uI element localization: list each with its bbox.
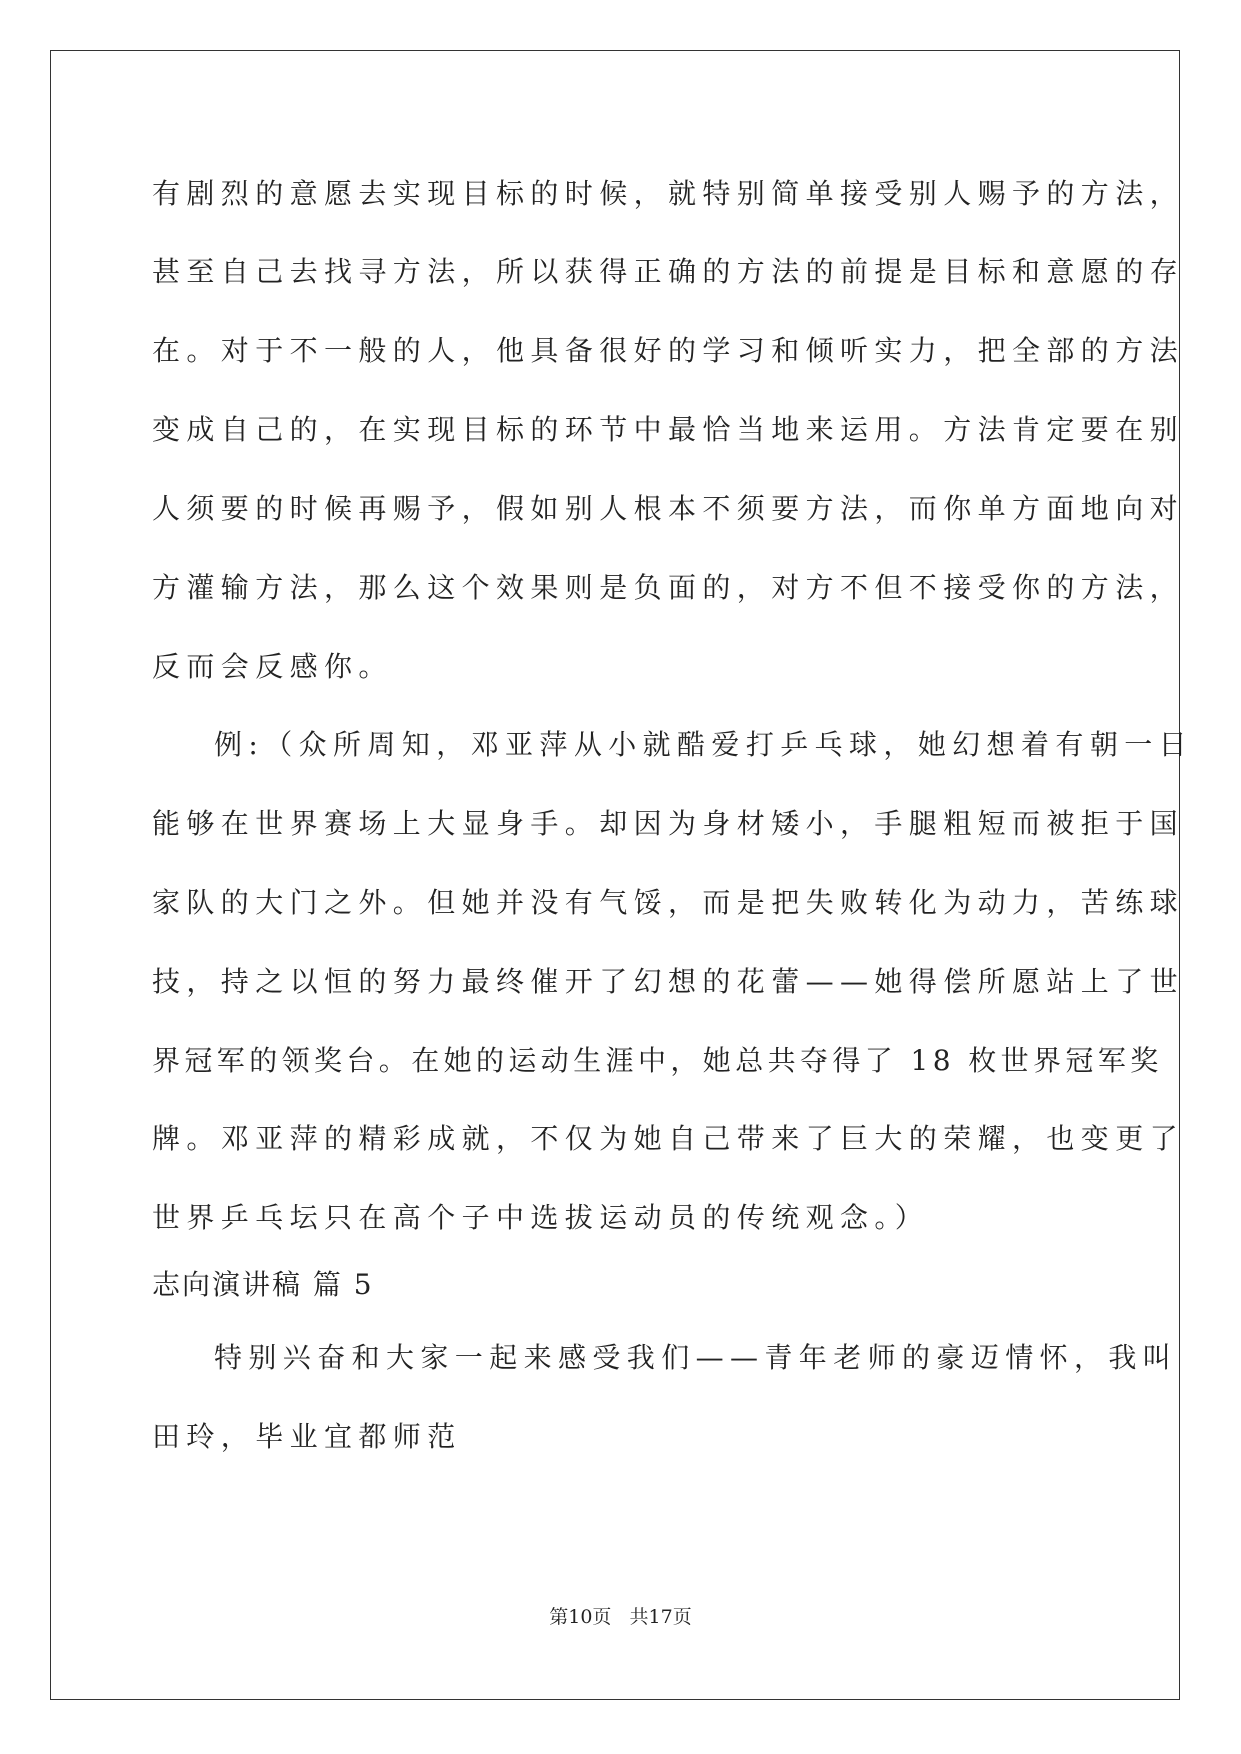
example-line-4: 技，持之以恒的努力最终催开了幻想的花蕾——她得偿所愿站上了世 xyxy=(152,965,1185,998)
body-line-2: 甚至自己去找寻方法，所以获得正确的方法的前提是目标和意愿的存 xyxy=(152,255,1185,288)
body-line-3: 在。对于不一般的人，他具备很好的学习和倾听实力，把全部的方法 xyxy=(152,334,1185,367)
example-line-1: 例:（众所周知，邓亚萍从小就酷爱打乒乓球，她幻想着有朝一日 xyxy=(214,728,1194,761)
section-heading: 志向演讲稿 篇 5 xyxy=(152,1268,374,1301)
example-line-6: 牌。邓亚萍的精彩成就，不仅为她自己带来了巨大的荣耀，也变更了 xyxy=(152,1122,1185,1155)
example-line-7: 世界乒乓坛只在高个子中选拔运动员的传统观念。） xyxy=(152,1201,930,1234)
speech-line-1: 特别兴奋和大家一起来感受我们——青年老师的豪迈情怀，我叫 xyxy=(214,1341,1178,1374)
page-footer: 第10页 共17页 xyxy=(549,1606,692,1628)
body-line-7: 反而会反感你。 xyxy=(152,650,393,683)
body-line-1: 有剧烈的意愿去实现目标的时候，就特别简单接受别人赐予的方法， xyxy=(152,177,1185,210)
body-line-4: 变成自己的，在实现目标的环节中最恰当地来运用。方法肯定要在别 xyxy=(152,413,1185,446)
example-line-3: 家队的大门之外。但她并没有气馁，而是把失败转化为动力，苦练球 xyxy=(152,886,1185,919)
body-line-6: 方灌输方法，那么这个效果则是负面的，对方不但不接受你的方法， xyxy=(152,571,1185,604)
example-line-5: 界冠军的领奖台。在她的运动生涯中，她总共夺得了 18 枚世界冠军奖 xyxy=(152,1044,1163,1077)
speech-line-2: 田玲，毕业宜都师范 xyxy=(152,1420,462,1453)
example-line-2: 能够在世界赛场上大显身手。却因为身材矮小，手腿粗短而被拒于国 xyxy=(152,807,1185,840)
body-line-5: 人须要的时候再赐予，假如别人根本不须要方法，而你单方面地向对 xyxy=(152,492,1185,525)
